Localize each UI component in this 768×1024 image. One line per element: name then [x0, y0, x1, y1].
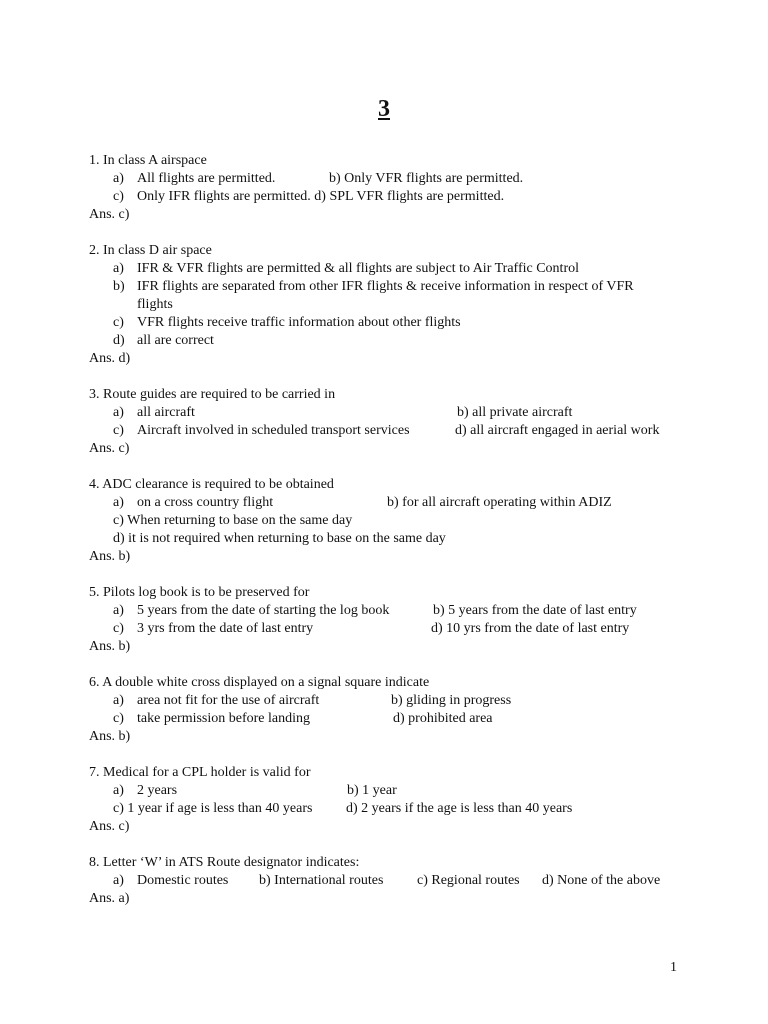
question-5: 5. Pilots log book is to be preserved for a) 5 years from the date of starting the log book b) 5 years from the date of last entry c) 3 yrs from the date of last entry d) 10 yrs from the date of last entry Ans. b) [89, 584, 699, 656]
question-stem: 2. In class D air space [89, 243, 212, 258]
question-4: 4. ADC clearance is required to be obtained a) on a cross country flight b) for all aircraft operating within ADIZ c) When returning to base on the same day d) it is not required when returning to base on the same day Ans. b) [89, 476, 699, 566]
question-stem: 6. A double white cross displayed on a signal square indicate [89, 675, 430, 690]
option-b: b) gliding in progress [391, 693, 512, 708]
question-stem: 5. Pilots log book is to be preserved for [89, 585, 310, 600]
question-stem: 4. ADC clearance is required to be obtained [89, 477, 334, 492]
question-stem: 1. In class A airspace [89, 153, 207, 168]
question-7: 7. Medical for a CPL holder is valid for a) 2 years b) 1 year c) 1 year if age is less than 40 years d) 2 years if the age is less than 40 years Ans. c) [89, 764, 699, 836]
question-2: 2. In class D air space a) IFR & VFR flights are permitted & all flights are subject to Air Traffic Control b) IFR flights are separated from other IFR flights & receive information in respect of VFR flights c) VFR flights receive traffic information about other flights d) all are correct Ans. d) [89, 242, 699, 368]
option-b-continuation: flights [137, 297, 173, 312]
answer: Ans. b) [89, 549, 131, 564]
question-3: 3. Route guides are required to be carried in a) all aircraft b) all private aircraft c) Aircraft involved in scheduled transport services d) all aircraft engaged in aerial work Ans. c) [89, 386, 699, 458]
question-stem: 7. Medical for a CPL holder is valid for [89, 765, 311, 780]
answer: Ans. b) [89, 729, 131, 744]
answer: Ans. b) [89, 639, 131, 654]
answer: Ans. c) [89, 819, 130, 834]
option-c: c) When returning to base on the same day [113, 513, 353, 528]
question-stem: 3. Route guides are required to be carried in [89, 387, 336, 402]
footer-page-number: 1 [670, 960, 677, 975]
answer: Ans. c) [89, 441, 130, 456]
option-b: b) 5 years from the date of last entry [433, 603, 637, 618]
question-1: 1. In class A airspace a) All flights are permitted. b) Only VFR flights are permitted. c) Only IFR flights are permitted. d) SPL VFR flights are permitted. Ans. c) [89, 152, 699, 224]
question-stem: 8. Letter ‘W’ in ATS Route designator indicates: [89, 855, 360, 870]
question-6: 6. A double white cross displayed on a signal square indicate a) area not fit for the use of aircraft b) gliding in progress c) take permission before landing d) prohibited area Ans. b) [89, 674, 699, 746]
page-heading: 3 [378, 96, 390, 122]
option-d: d) 10 yrs from the date of last entry [431, 621, 630, 636]
option-b: b) Only VFR flights are permitted. [329, 171, 524, 186]
answer: Ans. a) [89, 891, 130, 906]
question-8: 8. Letter ‘W’ in ATS Route designator indicates: a) Domestic routes b) International routes c) Regional routes d) None of the above Ans. a) [89, 854, 699, 908]
question-list [89, 152, 699, 926]
answer: Ans. d) [89, 351, 131, 366]
option-d: d) it is not required when returning to base on the same day [113, 531, 446, 546]
option-c: c) Regional routes [417, 873, 520, 888]
answer: Ans. c) [89, 207, 130, 222]
option-c: c) 1 year if age is less than 40 years [113, 801, 313, 816]
option-b: b) all private aircraft [457, 405, 573, 420]
option-b: b) for all aircraft operating within ADIZ [387, 495, 612, 510]
option-d: d) 2 years if the age is less than 40 years [346, 801, 573, 816]
option-b: b) International routes [259, 873, 384, 888]
option-d: d) all aircraft engaged in aerial work [455, 423, 660, 438]
option-d: d) None of the above [542, 873, 661, 888]
option-d: d) prohibited area [393, 711, 493, 726]
option-b: b) 1 year [347, 783, 397, 798]
